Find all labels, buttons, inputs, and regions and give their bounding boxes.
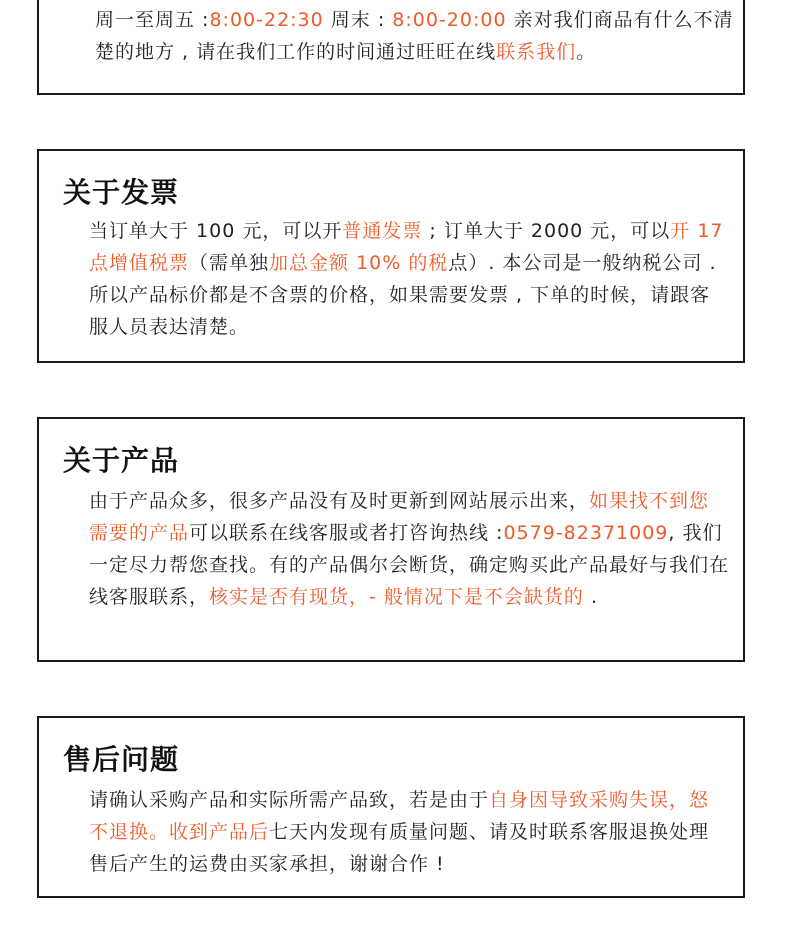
invoice-text [89, 215, 729, 343]
invoice-text-3: （需单独 [189, 252, 270, 274]
products-title: 关于产品 [63, 444, 180, 477]
after-sales-title: 售后问题 [63, 743, 180, 776]
hours-weekday-label: 周一至周五 : [95, 9, 210, 31]
products-highlight-1: 如果找不到您需要的产品 [89, 490, 710, 544]
invoice-highlight-3: 加总金额 10% 的税 [269, 252, 449, 274]
working-hours-section [37, 0, 745, 95]
hours-end-punct: 。 [576, 41, 597, 63]
after-sales-highlight: 自身因导致采购失误，怒不退换。收到产品后 [89, 789, 710, 843]
products-text-2: 可以联系在线客服或者打咨询热线 : [189, 522, 504, 544]
products-text-4: . [583, 586, 599, 608]
after-sales-text [89, 784, 729, 880]
invoice-text-2: ; 订单大于 2000 元，可以 [422, 220, 671, 242]
invoice-text-4: 点）. 本公司是一般纳税公司 . 所以产品标价都是不含票的价格，如果需要发票 , 下单的时候，请跟客服人员表达清楚。 [89, 252, 717, 338]
hotline-number: 0579-82371009 [503, 522, 669, 544]
hours-description: 亲对我们商品有什么不清楚的地方 , 请在我们工作的时间通过旺旺在线 [95, 9, 734, 63]
invoice-text-1: 当订单大于 100 元，可以开 [89, 220, 343, 242]
products-text-1: 由于产品众多，很多产品没有及时更新到网站展示出来， [89, 490, 590, 512]
invoice-title: 关于发票 [63, 176, 180, 209]
contact-us-link[interactable]: 联系我们 [496, 41, 577, 63]
products-highlight-2: 核实是否有现货，- 般情况下是不会缺货的 [209, 586, 584, 608]
after-sales-section [37, 716, 745, 898]
after-sales-text-1: 请确认采购产品和实际所需产品致，若是由于 [89, 789, 490, 811]
invoice-highlight-1: 普通发票 [342, 220, 423, 242]
products-text-3: , 我们一定尽力帮您查找。有的产品偶尔会断货，确定购买此产品最好与我们在线客服联系， [89, 522, 730, 608]
invoice-highlight-2: 开 17 点增值税票 [89, 220, 724, 274]
weekend-hours: 8:00-20:00 [392, 9, 507, 31]
products-text [89, 485, 729, 613]
after-sales-text-2: 七天内发现有质量问题、请及时联系客服退换处理售后产生的运费由买家承担，谢谢合作 ! [89, 821, 710, 875]
invoice-section [37, 149, 745, 363]
weekday-hours: 8:00-22:30 [209, 9, 324, 31]
working-hours-text [95, 4, 735, 68]
hours-weekend-label: 周末 : [323, 9, 393, 31]
products-section [37, 417, 745, 662]
